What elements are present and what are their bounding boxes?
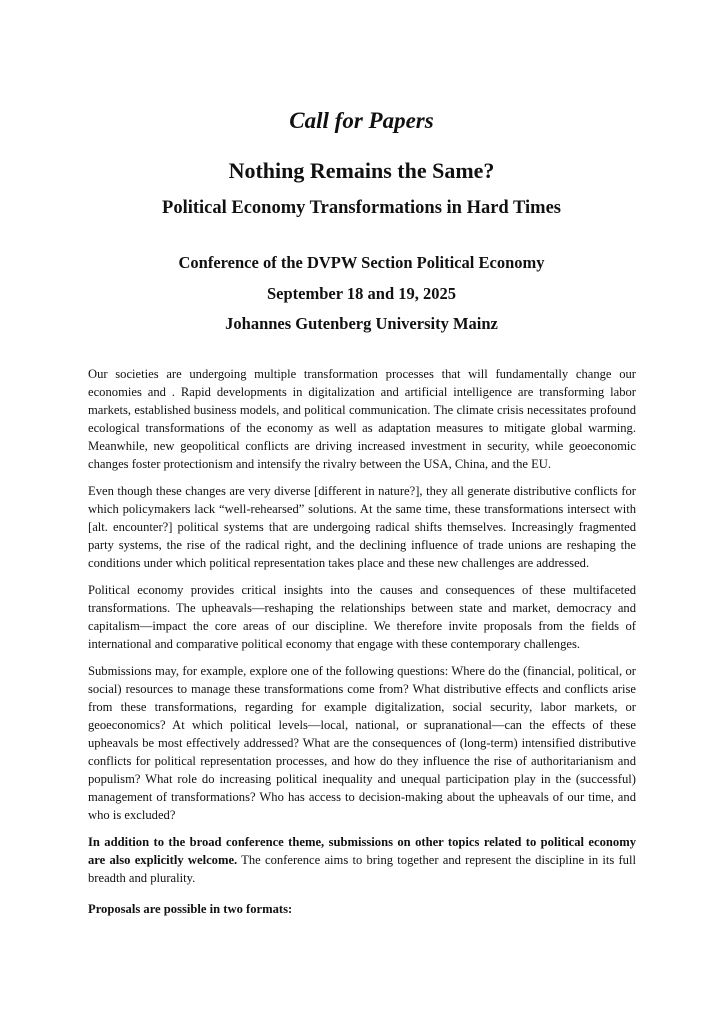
document-title: Nothing Remains the Same? [228, 158, 495, 183]
conference-date: September 18 and 19, 2025 [267, 284, 456, 303]
document-subtitle: Political Economy Transformations in Hard Times [162, 198, 561, 218]
formats-heading: Proposals are possible in two formats: [88, 902, 293, 916]
paragraph-1: Our societies are undergoing multiple transformation processes that will fundamentally change our economies and . Rapid developments in digitalization and artificial intelligence are transforming labor markets, established business models, and political communication. The climate crisis necessitates profound ecological transformations of the economy as well as adaptation measures to mitigate global warming. Meanwhile, new geopolitical conflicts are driving increased investment in security, while geoeconomic changes foster protectionism and intensify the rivalry between the USA, China, and the EU. [88, 367, 636, 471]
conference-venue: Johannes Gutenberg University Mainz [225, 314, 498, 333]
call-for-papers-heading: Call for Papers [289, 108, 434, 133]
paragraph-4: Submissions may, for example, explore one of the following questions: Where do the (financial, political, or social) resources to manage these transformations come from? What distributive effects and conflicts arise from these transformations, regarding for example digitalization, social security, labor markets, or geoeconomics? At which political levels—local, national, or supranational—can the effects of these upheavals be most effectively addressed? What are the consequences of (long-term) intensified distributive conflicts for political representation processes, and how do they influence the rise of authoritarianism and populism? What role do increasing political inequality and unequal participation play in the (successful) management of transformations? Who has access to decision-making about the upheavals of our time, and who is excluded? [88, 664, 636, 822]
conference-name: Conference of the DVPW Section Political Economy [178, 253, 545, 272]
paragraph-3: Political economy provides critical insights into the causes and consequences of these multifaceted transformations. The upheavals—reshaping the relationships between state and market, democracy and capitalism—impact the core areas of our discipline. We therefore invite proposals from the fields of international and comparative political economy that engage with these contemporary challenges. [88, 583, 636, 651]
paragraph-5-emphasis: In addition to the broad conference theme, submissions on other topics related to political economy are also explicitly welcome. [88, 835, 636, 867]
paragraph-2: Even though these changes are very diverse [different in nature?], they all generate distributive conflicts for which policymakers lack “well-rehearsed” solutions. At the same time, these transformations intersect with [alt. encounter?] political systems that are undergoing radical shifts themselves. Increasingly fragmented party systems, the rise of the radical right, and the declining influence of trade unions are reshaping the conditions under which political representation takes place and these new challenges are addressed. [88, 484, 636, 570]
paragraph-5-text: The conference aims to bring together and represent the discipline in its full breadth and plurality. [88, 853, 636, 885]
paragraph-5 [88, 833, 636, 887]
body-text [88, 365, 636, 896]
